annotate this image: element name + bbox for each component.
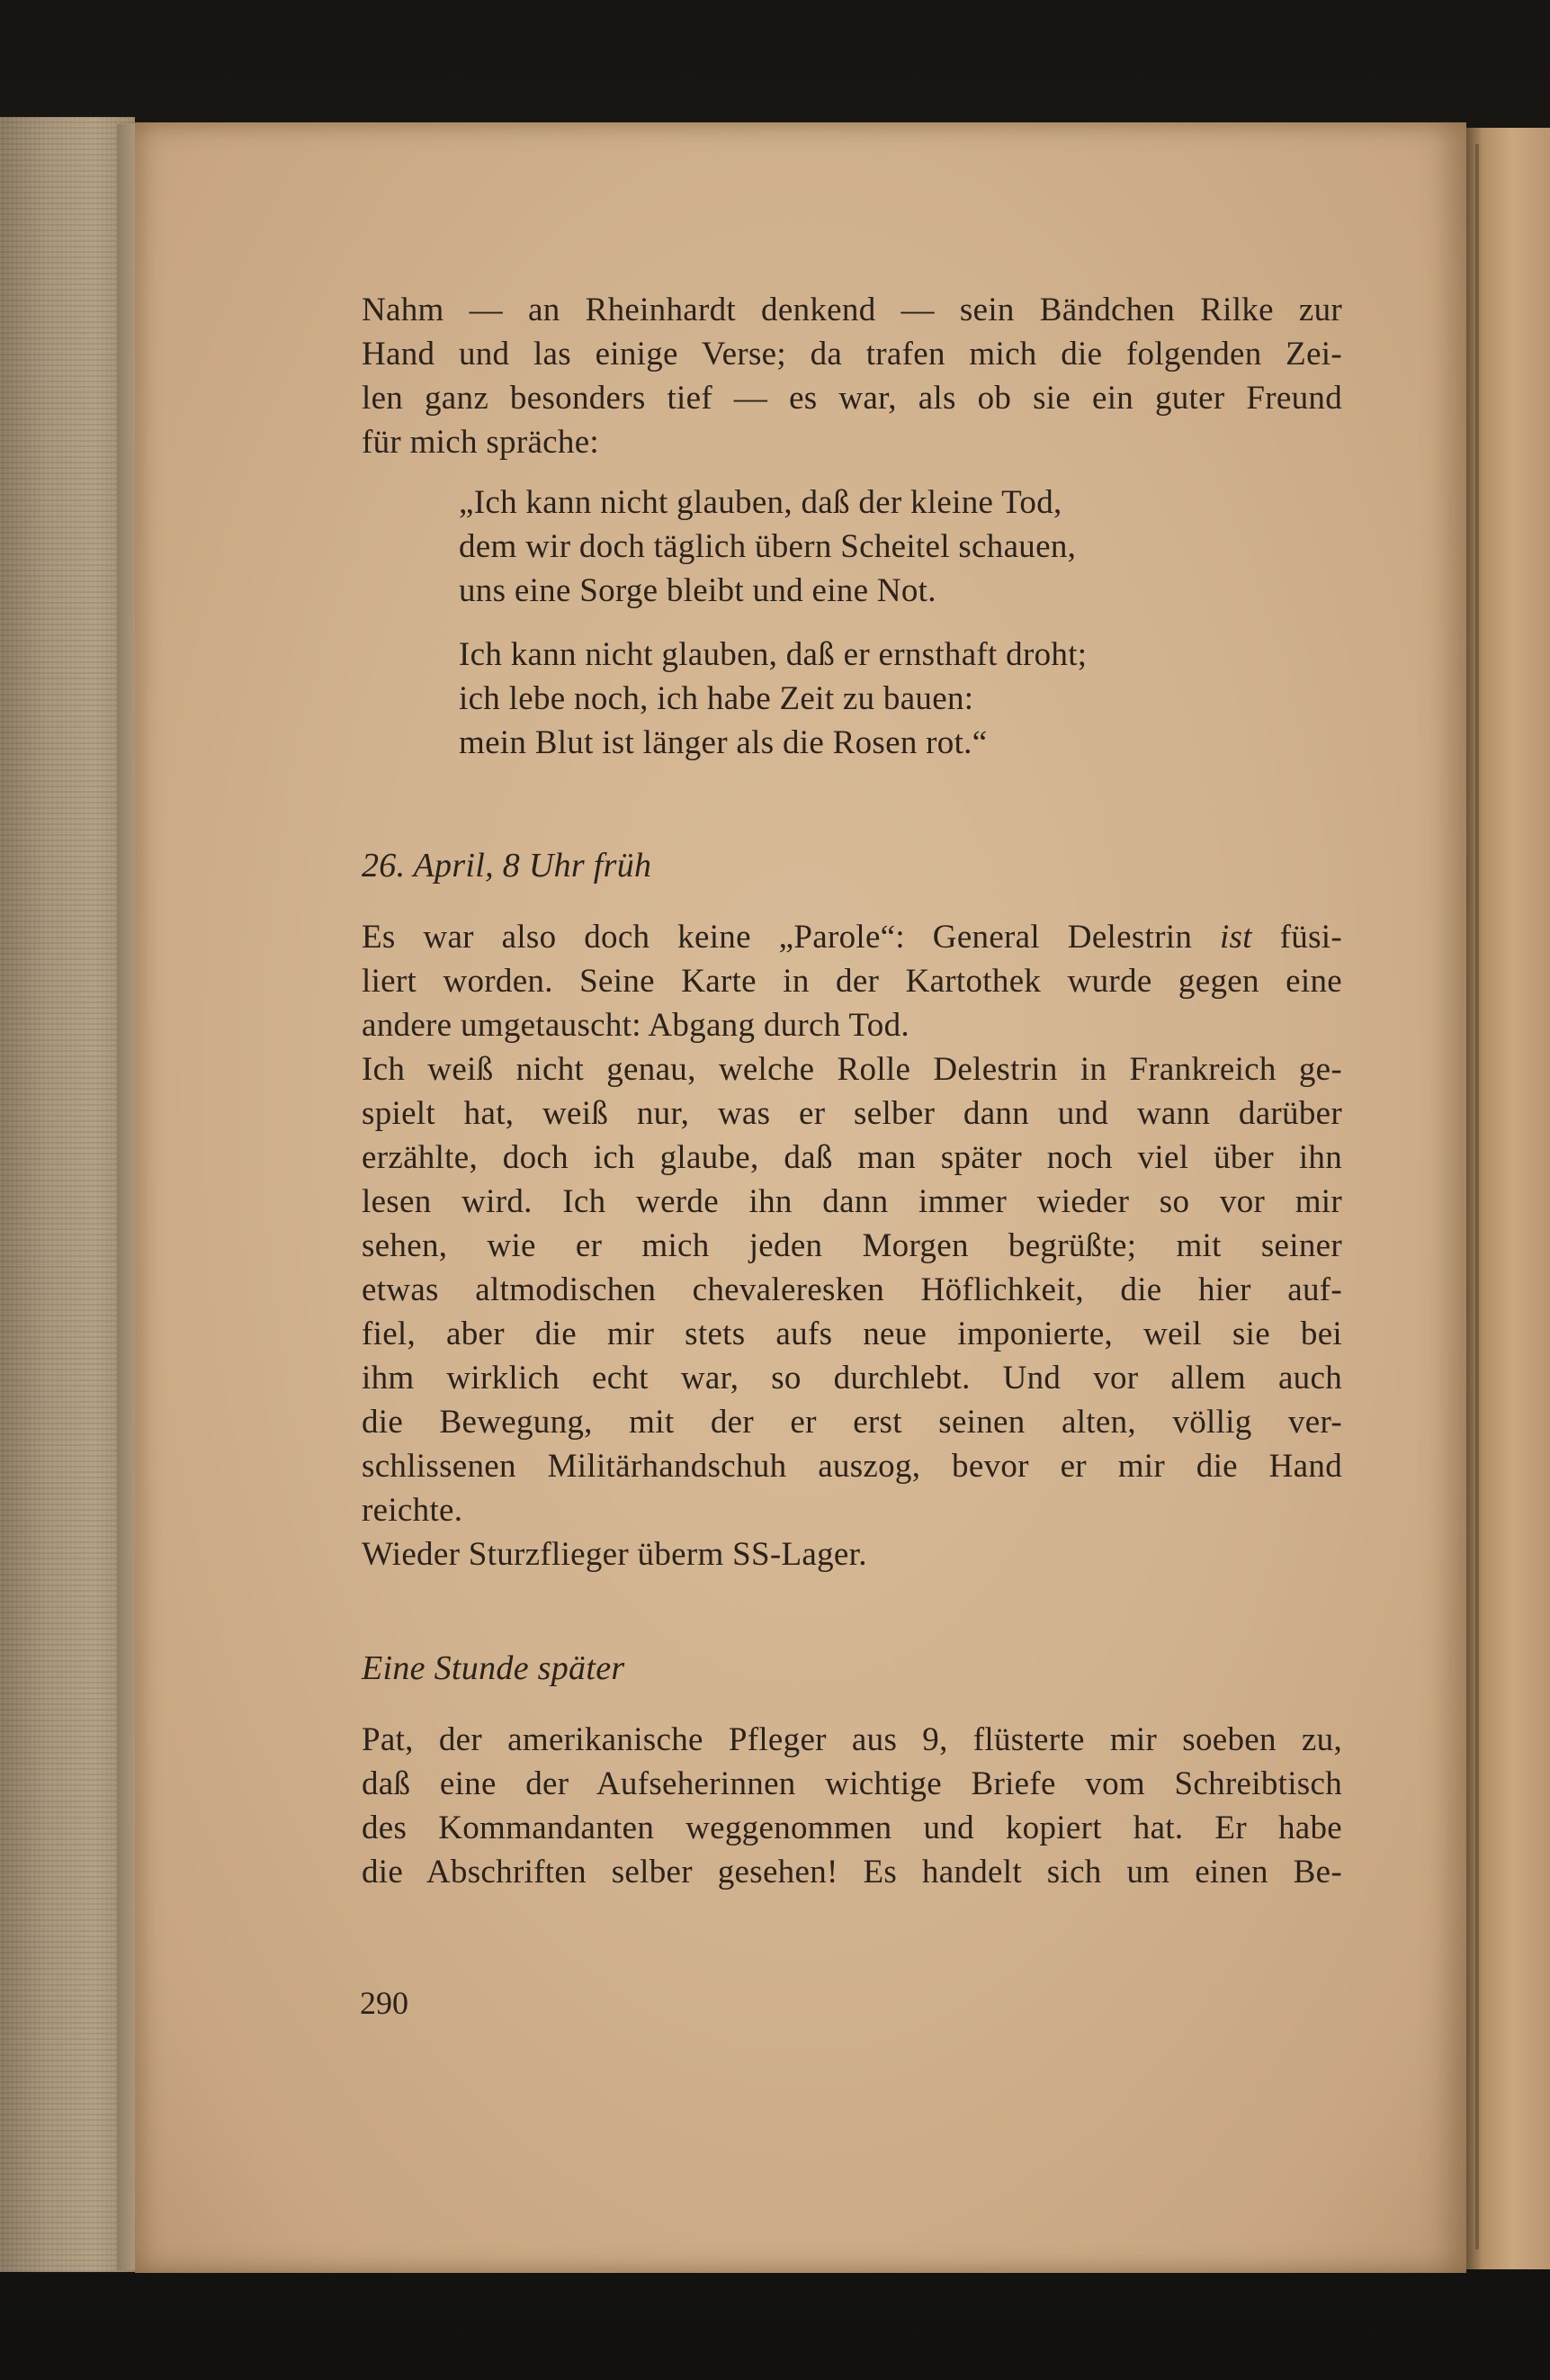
text-line: Ich weiß nicht genau, welche Rolle Delestrin in Frankreich ge- xyxy=(362,1051,1342,1088)
text-span: füsi- xyxy=(1279,919,1342,956)
text-line: des Kommandanten weggenommen und kopiert hat. Er habe xyxy=(362,1810,1342,1846)
text-line: reichte. xyxy=(362,1492,463,1529)
text-line: Pat, der amerikanische Pfleger aus 9, flüsterte mir soeben zu, xyxy=(362,1721,1342,1758)
entry-heading-april-26: 26. April, 8 Uhr früh xyxy=(362,847,652,885)
poem-line: Ich kann nicht glauben, daß er ernsthaft droht; xyxy=(459,636,1088,673)
entry-heading-one-hour-later: Eine Stunde später xyxy=(362,1649,625,1687)
gutter-line xyxy=(1475,144,1479,2250)
text-line: die Abschriften selber gesehen! Es handelt sich um einen Be- xyxy=(362,1854,1342,1891)
page-number: 290 xyxy=(360,1985,408,2021)
text-line: Wieder Sturzflieger überm SS-Lager. xyxy=(362,1536,867,1573)
text-line: erzählte, doch ich glaube, daß man später noch viel über ihn xyxy=(362,1139,1342,1176)
text-line: andere umgetauscht: Abgang durch Tod. xyxy=(362,1007,909,1044)
poem-line: „Ich kann nicht glauben, daß der kleine Tod, xyxy=(459,484,1062,521)
text-line: len ganz besonders tief — es war, als ob sie ein guter Freund xyxy=(362,380,1342,417)
entry1-paragraph-2 xyxy=(362,1047,1342,1532)
text-line: die Bewegung, mit der er erst seinen alten, völlig ver- xyxy=(362,1404,1342,1441)
text-line: fiel, aber die mir stets aufs neue imponierte, weil sie bei xyxy=(362,1316,1342,1352)
entry2-paragraph xyxy=(362,1718,1342,1894)
poem-line: dem wir doch täglich übern Scheitel schauen, xyxy=(459,528,1077,565)
text-line: Hand und las einige Verse; da trafen mich die folgenden Zei- xyxy=(362,336,1342,373)
text-line: sehen, wie er mich jeden Morgen begrüßte; mit seiner xyxy=(362,1227,1342,1264)
text-line xyxy=(362,915,1342,959)
poem-line: mein Blut ist länger als die Rosen rot.“ xyxy=(459,724,988,761)
stanza-gap xyxy=(459,613,1286,633)
text-line: liert worden. Seine Karte in der Kartothek wurde gegen eine xyxy=(362,963,1342,1000)
intro-paragraph xyxy=(362,288,1342,464)
text-line: etwas altmodischen chevaleresken Höflichkeit, die hier auf- xyxy=(362,1271,1342,1308)
poem xyxy=(459,480,1286,765)
text-line: ihm wirklich echt war, so durchlebt. Und vor allem auch xyxy=(362,1360,1342,1397)
poem-line: uns eine Sorge bleibt und eine Not. xyxy=(459,572,936,609)
entry1-paragraph-3 xyxy=(362,1532,1342,1576)
text-line: für mich spräche: xyxy=(362,424,599,461)
entry1-paragraph-1 xyxy=(362,915,1342,1047)
text-line: schlissenen Militärhandschuh auszog, bevor er mir die Hand xyxy=(362,1448,1342,1485)
text-span: Es war also doch keine „Parole“: General Delestrin xyxy=(362,919,1193,956)
text-line: spielt hat, weiß nur, was er selber dann und wann darüber xyxy=(362,1095,1342,1132)
page-text xyxy=(362,288,1342,1894)
text-line: lesen wird. Ich werde ihn dann immer wieder so vor mir xyxy=(362,1183,1342,1220)
text-line: Nahm — an Rheinhardt denkend — sein Bändchen Rilke zur xyxy=(362,292,1342,328)
emphasis: ist xyxy=(1219,919,1252,956)
text-line: daß eine der Aufseherinnen wichtige Briefe vom Schreibtisch xyxy=(362,1765,1342,1802)
poem-line: ich lebe noch, ich habe Zeit zu bauen: xyxy=(459,680,974,717)
book-binding xyxy=(0,117,135,2272)
